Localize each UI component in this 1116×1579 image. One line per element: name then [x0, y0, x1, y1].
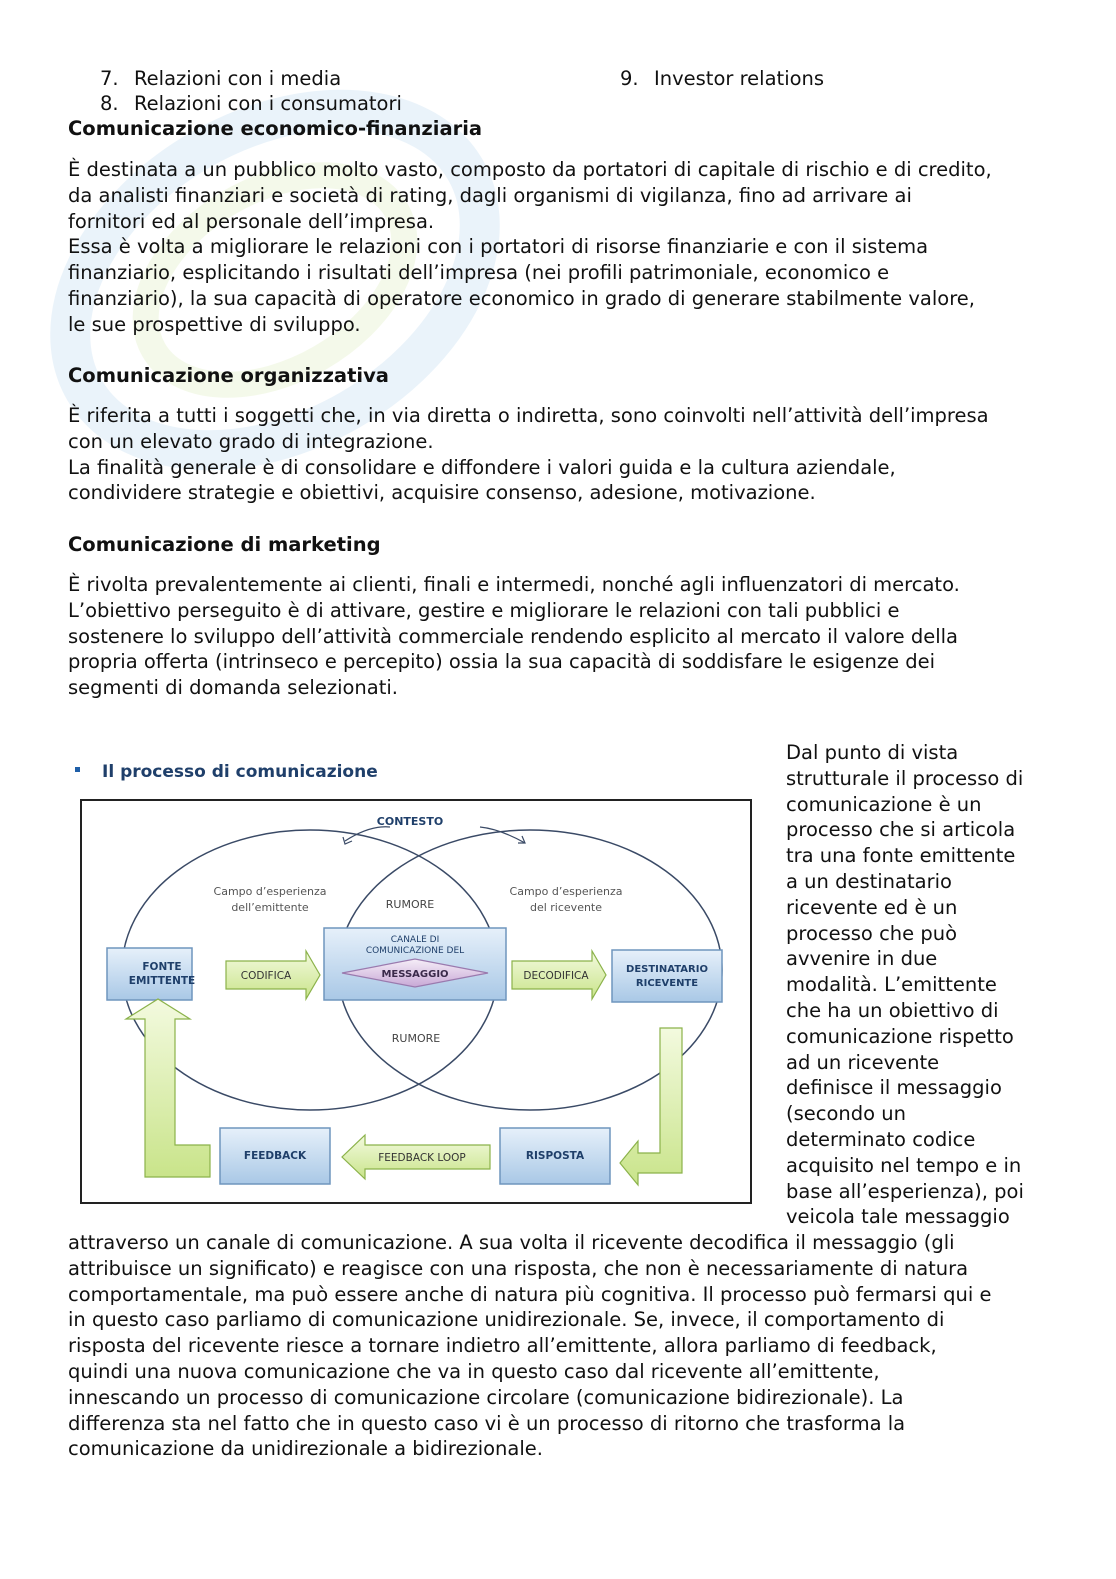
text-line: finanziario), la sua capacità di operatore economico in grado di generare stabilmente valore,	[68, 286, 975, 310]
text-line: a un destinatario	[786, 869, 952, 893]
text-line: risposta del ricevente riesce a tornare indietro all’emittente, allora parliamo di feedback,	[68, 1334, 937, 1358]
text-line: avvenire in due	[786, 947, 938, 971]
text-line: che ha un obiettivo di	[786, 998, 999, 1022]
communication-process-figure	[70, 753, 770, 1213]
text-line: acquisito nel tempo e in	[786, 1153, 1022, 1177]
section-body-marketing	[68, 572, 1048, 701]
text-line: (secondo un	[786, 1102, 906, 1126]
feedback-label: FEEDBACK	[243, 1150, 307, 1162]
text-line: definisce il messaggio	[786, 1076, 1002, 1100]
list-item: 8. Relazioni con i consumatori	[100, 92, 402, 115]
context-label: CONTESTO	[376, 815, 444, 828]
section-heading-economico-finanziaria: Comunicazione economico-finanziaria	[68, 117, 483, 140]
text-line: attraverso un canale di comunicazione. A sua volta il ricevente decodifica il messaggio (gli	[68, 1231, 955, 1254]
text-line: da analisti finanziari e società di rating, dagli organismi di vigilanza, fino ad arrivare ai	[68, 183, 912, 207]
response-label: RISPOSTA	[525, 1150, 585, 1162]
text-line: Dal punto di vista	[786, 741, 959, 764]
text-line: ricevente ed è un	[786, 895, 958, 919]
text-line: differenza sta nel fatto che in questo caso vi è un processo di ritorno che trasforma la	[68, 1411, 906, 1435]
receiver-label: RICEVENTE	[635, 978, 699, 989]
channel-label: COMUNICAZIONE DEL	[365, 946, 465, 956]
text-line: È destinata a un pubblico molto vasto, composto da portatori di capitale di rischio e di credito,	[68, 158, 992, 181]
text-line: in questo caso parliamo di comunicazione unidirezionale. Se, invece, il comportamento di	[68, 1308, 945, 1332]
text-line: È riferita a tutti i soggetti che, in via diretta o indiretta, sono coinvolti nell’attività dell’impresa	[68, 404, 989, 427]
section-body-economico-finanziaria	[68, 157, 1048, 338]
text-line: modalità. L’emittente	[786, 973, 997, 997]
noise-label-top: RUMORE	[385, 898, 435, 911]
text-line: ad un ricevente	[786, 1050, 940, 1074]
figure-title: Il processo di comunicazione	[102, 762, 378, 782]
channel-label: CANALE DI	[390, 935, 440, 945]
noise-label-bottom: RUMORE	[391, 1032, 441, 1045]
list-item: 9. Investor relations	[620, 67, 825, 90]
encoding-label: CODIFICA	[240, 970, 292, 982]
text-line: le sue prospettive di sviluppo.	[68, 312, 361, 336]
source-label: FONTE	[142, 961, 182, 973]
source-box	[107, 948, 192, 1000]
side-paragraph	[786, 740, 1066, 1230]
receiver-field-label: Campo d’esperienza	[509, 885, 623, 898]
text-line: È rivolta prevalentemente ai clienti, finali e intermedi, nonché agli influenzatori di mercato.	[68, 573, 960, 596]
text-line: comportamentale, ma può essere anche di natura più cognitiva. Il processo può fermarsi qui e	[68, 1282, 992, 1306]
list-item: 7. Relazioni con i media	[100, 67, 342, 90]
text-line: L’obiettivo perseguito è di attivare, gestire e migliorare le relazioni con tali pubblici e	[68, 598, 900, 622]
sender-field-label: dell’emittente	[231, 901, 309, 914]
sender-field-label: Campo d’esperienza	[213, 885, 327, 898]
feedback-loop-label: FEEDBACK LOOP	[378, 1152, 466, 1164]
closing-paragraph	[68, 1230, 1048, 1462]
text-line: processo che può	[786, 921, 958, 945]
decoding-label: DECODIFICA	[523, 970, 589, 982]
section-heading-marketing: Comunicazione di marketing	[68, 533, 381, 556]
text-line: fornitori ed al personale dell’impresa.	[68, 209, 435, 233]
diagram-svg	[70, 753, 770, 1213]
text-line: con un elevato grado di integrazione.	[68, 429, 434, 453]
bullet-icon	[75, 767, 80, 772]
text-line: tra una fonte emittente	[786, 844, 1016, 868]
text-line: finanziario, esplicitando i risultati dell’impresa (nei profili patrimoniale, economico e	[68, 261, 890, 285]
text-line: Essa è volta a migliorare le relazioni con i portatori di risorse finanziarie e con il sistema	[68, 235, 929, 259]
source-label: EMITTENTE	[128, 975, 196, 987]
list-left	[100, 66, 402, 116]
receiver-label: DESTINATARIO	[626, 964, 708, 975]
receiver-field-label: del ricevente	[529, 901, 603, 914]
text-line: base all’esperienza), poi	[786, 1179, 1024, 1203]
text-line: comunicazione rispetto	[786, 1024, 1014, 1048]
text-line: innescando un processo di comunicazione circolare (comunicazione bidirezionale). La	[68, 1385, 904, 1409]
text-line: segmenti di domanda selezionati.	[68, 676, 399, 700]
text-line: strutturale il processo di	[786, 766, 1024, 790]
text-line: propria offerta (intrinseco e percepito) ossia la sua capacità di soddisfare le esigenze dei	[68, 650, 936, 674]
text-line: condividere strategie e obiettivi, acquisire consenso, adesione, motivazione.	[68, 481, 816, 505]
list-right	[620, 66, 824, 91]
text-line: quindi una nuova comunicazione che va in questo caso dal ricevente all’emittente,	[68, 1359, 880, 1383]
message-label: MESSAGGIO	[381, 969, 449, 980]
receiver-box	[612, 950, 722, 1002]
text-line: determinato codice	[786, 1127, 976, 1151]
text-line: La finalità generale è di consolidare e diffondere i valori guida e la cultura aziendale,	[68, 455, 896, 479]
text-line: attribuisce un significato) e reagisce con una risposta, che non è necessariamente di natura	[68, 1256, 969, 1280]
text-line: veicola tale messaggio	[786, 1205, 1010, 1229]
text-line: sostenere lo sviluppo dell’attività commerciale rendendo esplicito al mercato il valore della	[68, 624, 958, 648]
section-body-organizzativa	[68, 403, 1048, 506]
text-line: comunicazione è un	[786, 792, 982, 816]
text-line: processo che si articola	[786, 818, 1016, 842]
section-heading-organizzativa: Comunicazione organizzativa	[68, 364, 389, 387]
text-line: comunicazione da unidirezionale a bidirezionale.	[68, 1437, 543, 1461]
